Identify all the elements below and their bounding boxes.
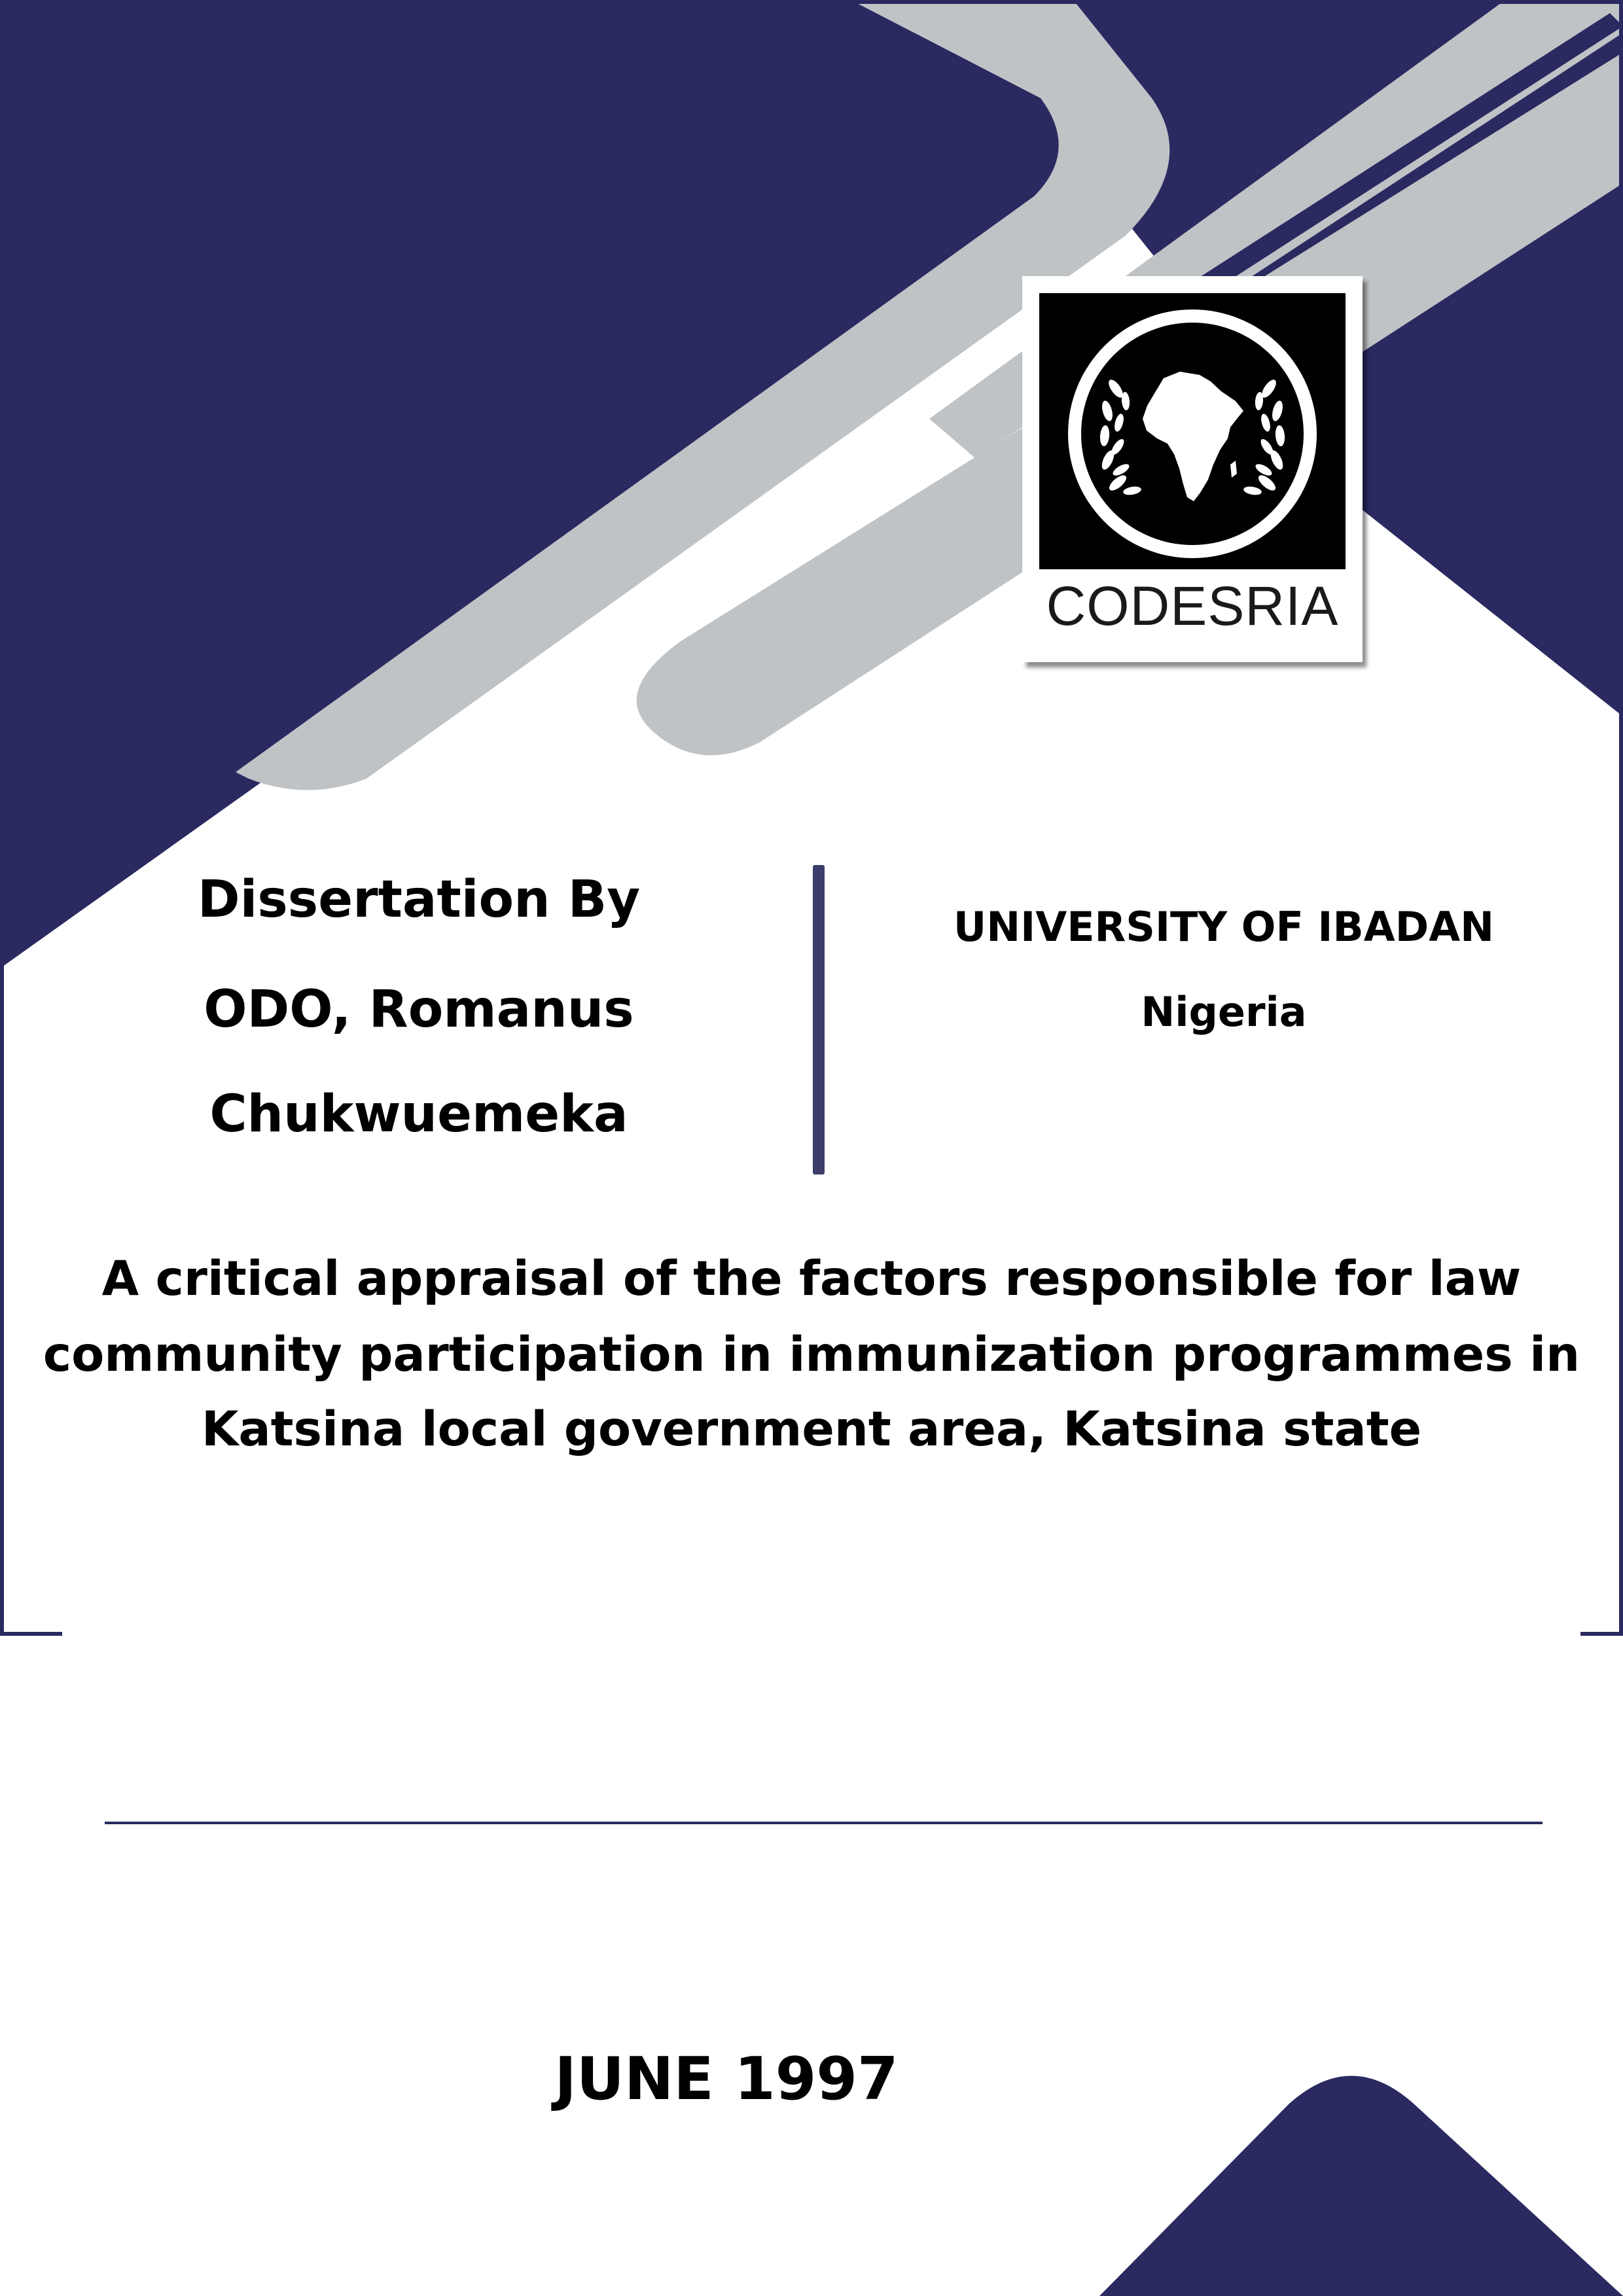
dissertation-title-line2: community participation in immunization programmes in: [43, 1327, 1580, 1383]
horizontal-rule: [105, 1822, 1543, 1824]
logo-wordmark: CODESRIA: [1039, 569, 1346, 645]
navy-left-triangle: [0, 0, 1079, 968]
author-name-line1: ODO, Romanus: [204, 980, 634, 1039]
dissertation-by-label: Dissertation By: [197, 870, 641, 929]
logo-black-panel: [1039, 293, 1346, 645]
vertical-divider: [813, 865, 825, 1174]
submission-date: JUNE 1997: [554, 2045, 899, 2113]
university-country: Nigeria: [1141, 988, 1307, 1036]
university-name: UNIVERSITY OF IBADAN: [953, 903, 1495, 951]
dissertation-title-line3: Katsina local government area, Katsina state: [201, 1402, 1422, 1457]
africa-laurel-emblem-icon: [1039, 293, 1346, 568]
dissertation-title-line1: A critical appraisal of the factors responsible for law: [101, 1251, 1522, 1307]
codesria-logo: [1022, 276, 1363, 662]
author-name-line2: Chukwuemeka: [209, 1085, 628, 1144]
